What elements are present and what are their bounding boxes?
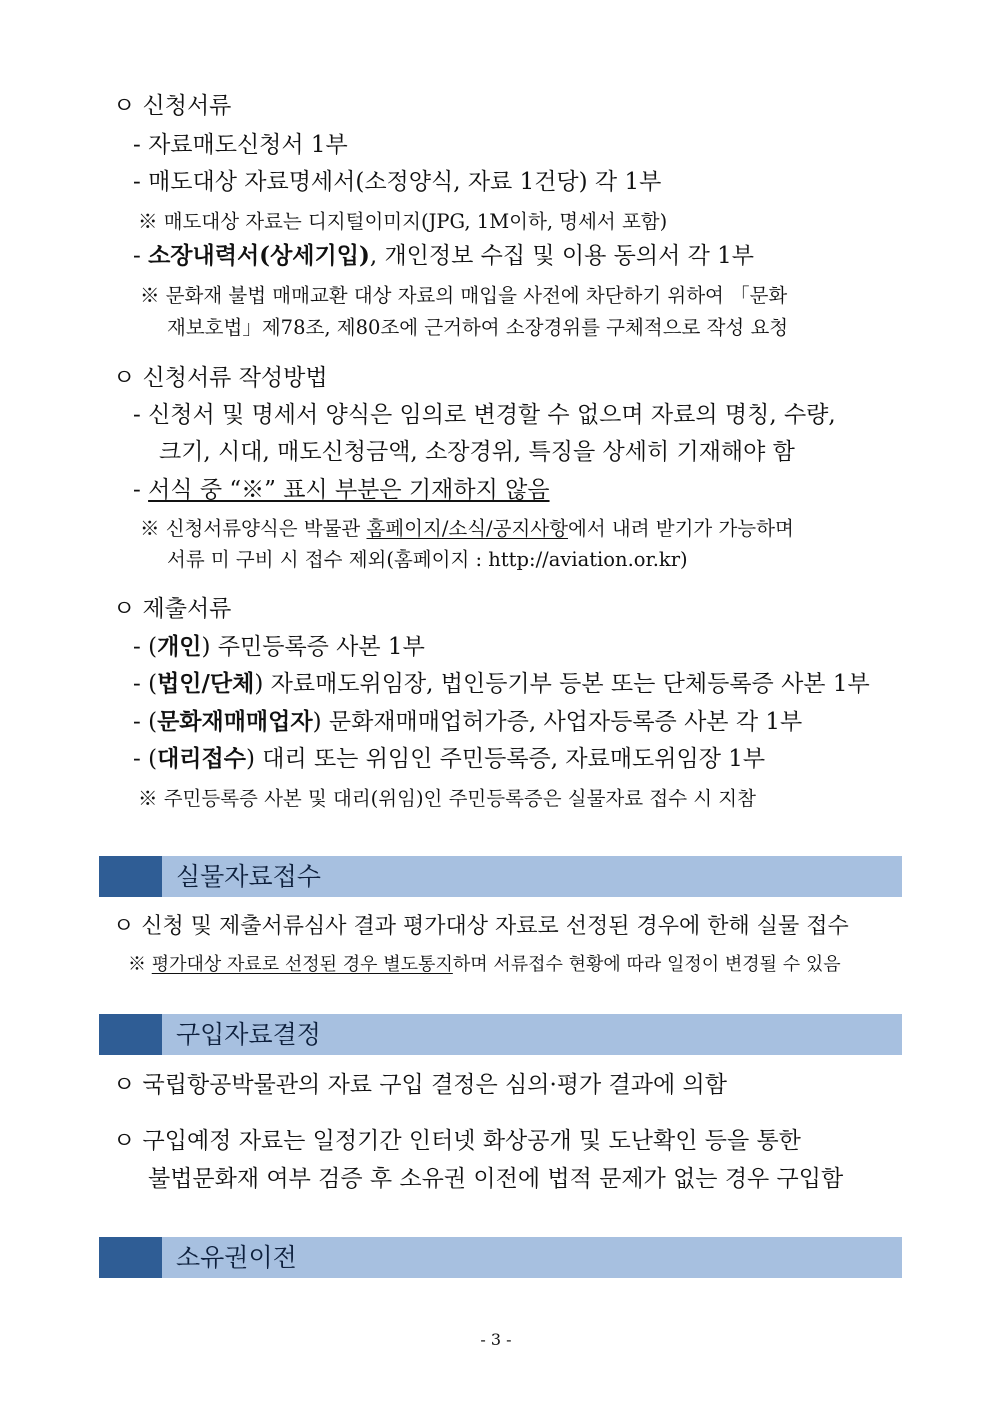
note-continuation: 재보호법」제78조, 제80조에 근거하여 소장경위를 구체적으로 작성 요청 <box>167 316 789 339</box>
heading-submission-docs: ㅇ 제출서류 <box>113 596 232 622</box>
section-bar-transfer <box>99 1237 902 1278</box>
notice-link: 홈페이지/소식/공지사항 <box>366 517 568 540</box>
note <box>140 514 794 544</box>
bullet-text: ㅇ 국립항공박물관의 자료 구입 결정은 심의·평가 결과에 의함 <box>113 1072 727 1098</box>
section-title: 구입자료결정 <box>176 1020 321 1049</box>
underlined-text: 서식 중 “※” 표시 부분은 기재하지 않음 <box>148 477 550 503</box>
item-text: , 개인정보 수집 및 이용 동의서 각 1부 <box>369 243 755 269</box>
note-continuation: 서류 미 구비 시 접수 제외(홈페이지 : http://aviation.or.kr) <box>167 548 688 571</box>
note-mark: ※ <box>128 954 152 975</box>
list-item: - (법인/단체) 자료매도위임장, 법인등기부 등본 또는 단체등록증 사본 1부 <box>133 670 870 697</box>
bullet-text-continuation: 불법문화재 여부 검증 후 소유권 이전에 법적 문제가 없는 경우 구입함 <box>148 1166 844 1192</box>
item-text: ) 자료매도위임장, 법인등기부 등본 또는 단체등록증 사본 1부 <box>254 671 870 697</box>
note-text: 에서 내려 받기가 가능하며 <box>567 517 794 540</box>
note: ※ 문화재 불법 매매교환 대상 자료의 매입을 사전에 차단하기 위하여 「문화 <box>140 284 788 307</box>
heading-application-docs: ㅇ 신청서류 <box>113 93 232 119</box>
note-text: ※ 신청서류양식은 박물관 <box>140 517 367 540</box>
bullet-text: ㅇ 신청 및 제출서류심사 결과 평가대상 자료로 선정된 경우에 한해 실물 접수 <box>113 914 849 939</box>
note <box>128 950 841 980</box>
bold-label: 개인 <box>157 633 202 660</box>
list-item: - 소장내력서(상세기입), 개인정보 수집 및 이용 동의서 각 1부 <box>133 242 755 269</box>
list-item: - 매도대상 자료명세서(소정양식, 자료 1건당) 각 1부 <box>133 169 662 195</box>
list-item: - (문화재매매업자) 문화재매매업허가증, 사업자등록증 사본 각 1부 <box>133 708 803 735</box>
list-item: - (개인) 주민등록증 사본 1부 <box>133 633 425 660</box>
list-item-continuation: 크기, 시대, 매도신청금액, 소장경위, 특징을 상세히 기재해야 함 <box>159 439 795 465</box>
bullet-text: ㅇ 구입예정 자료는 일정기간 인터넷 화상공개 및 도난확인 등을 통한 <box>113 1128 801 1154</box>
underlined-text: 평가대상 자료로 선정된 경우 별도통지 <box>151 954 453 975</box>
item-text: ) 대리 또는 위임인 주민등록증, 자료매도위임장 1부 <box>245 746 766 772</box>
list-item: - 신청서 및 명세서 양식은 임의로 변경할 수 없으며 자료의 명칭, 수량, <box>133 402 836 428</box>
bar-accent <box>99 856 162 897</box>
bar-accent <box>99 1237 162 1278</box>
list-item: - 자료매도신청서 1부 <box>133 132 348 158</box>
item-text: ) 문화재매매업허가증, 사업자등록증 사본 각 1부 <box>312 709 803 735</box>
bar-accent <box>99 1014 162 1055</box>
item-text: ) 주민등록증 사본 1부 <box>201 634 425 660</box>
section-title: 소유권이전 <box>176 1243 297 1272</box>
bold-label: 대리접수 <box>157 745 246 772</box>
note-text: 하며 서류접수 현황에 따라 일정이 변경될 수 있음 <box>452 954 841 975</box>
heading-how-to-fill: ㅇ 신청서류 작성방법 <box>113 365 328 391</box>
section-bar-decision <box>99 1014 902 1055</box>
section-title: 실물자료접수 <box>176 862 321 891</box>
list-item: - (대리접수) 대리 또는 위임인 주민등록증, 자료매도위임장 1부 <box>133 745 766 772</box>
note: ※ 매도대상 자료는 디지털이미지(JPG, 1M이하, 명세서 포함) <box>138 210 668 233</box>
section-bar-receive <box>99 856 902 897</box>
bold-label: 소장내력서(상세기입) <box>148 242 370 269</box>
page-number: - 3 - <box>480 1330 512 1349</box>
bold-label: 문화재매매업자 <box>157 708 313 735</box>
note: ※ 주민등록증 사본 및 대리(위임)인 주민등록증은 실물자료 접수 시 지참 <box>138 787 756 810</box>
list-item: - 서식 중 “※” 표시 부분은 기재하지 않음 <box>133 477 550 503</box>
bold-label: 법인/단체 <box>157 670 255 697</box>
